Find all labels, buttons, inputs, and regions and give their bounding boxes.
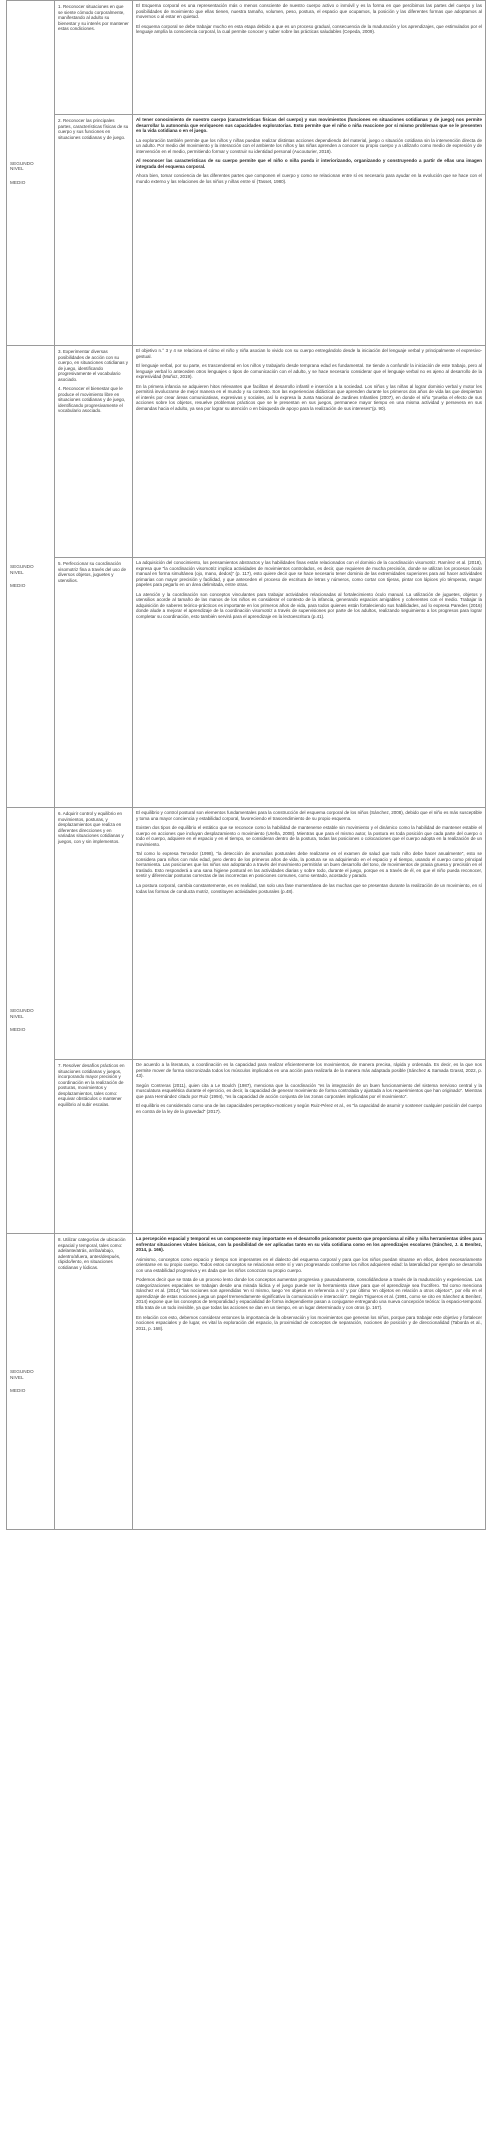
objective-text: 5. Perfeccionar su coordinación visomotriz fina a través del uso de diversos objetos, juguetes y utensilios.	[58, 561, 127, 583]
level-label: MEDIO	[10, 1388, 26, 1394]
paragraph: La exploración también permite que los niños y niñas puedan realizar distintas acciones dependiendo del material, juego o situación cotidiana sin la intervención directa de un adulto. Por medio del movimiento y la interacción con el ambiente los niños y las niñas aprenden a conocer su propio cuerpo y a utilizarlo como medio de expresión y de intervención en el medio, permitiendo formar y construir su identidad personal (Aucouturier, 2018).	[136, 137, 482, 154]
description-cell	[133, 115, 486, 346]
paragraph: En relación con esto, debemos considerar entonces la importancia de la observación y los movimientos que generan los niños, porque para trabajar este objetivo y fortalecer nociones espaciales y de lugar, es vital la exploración del espacio, la proximidad de conceptos de separación, nociones de posición y de direccionalidad (Taborda et al., 2011, p. 168).	[136, 1314, 482, 1331]
objective-text: 4. Reconocer el bienestar que le produce el movimiento libre en situaciones cotidianas y de juego, identificando progresivamente el vocabulario asociado.	[58, 386, 126, 414]
paragraph: El equilibrio y control postural son elementos fundamentales para la construcción del esquema corporal de los niños (Sánchez, 2008), debido que el niño es más susceptible y toma una mayor conciencia y estabilidad corporal, favoreciendo el trascendimiento de su propio esquema.	[136, 810, 482, 821]
paragraph: La percepción espacial y temporal es un componente muy importante en el desarrollo psicomotor puesto que proporciona al niño y niña herramientas útiles para enfrentar situaciones vitales básicas, con la posibilidad de ser aplicadas tanto en su vida cotidiana como en los aprendizajes escolares (Sánchez, J. & Benítez, 2014, p. 166).	[136, 1236, 482, 1253]
paragraph: Según Contreras (2011), quien cita a Le Boulch (1987), menciona que la coordinación "es la integración de un buen funcionamiento del sistema nervioso central y la musculatura esquelética durante el ejercicio, es decir, la capacidad de generar movimiento de forma controlada y ajustada a los requerimientos que han originado". Mientras que para Hernández citado por Ruiz (1994), "es la capacidad de acción conjunta de las zonas corporales implicadas por el movimiento".	[136, 1082, 482, 1099]
paragraph: Al reconocer las características de su cuerpo permite que el niño o niña pueda ir interiorizando, organizando y construyendo a partir de ellas una imagen integrada del esquema corporal.	[136, 158, 482, 169]
paragraph: Existen dos tipos de equilibrio el estático que se reconoce como la habilidad de mantenerse estable sin movimiento y el dinámico como la habilidad de mantener estable el cuerpo en acciones que incluyan desplazamiento o movimiento (Ureña, 2008). Mientras que para el mismo autor, la postura es toda posición que cada parte del cuerpo o todo el cuerpo, adquiere en el espacio y en el tiempo, se consideran dentro de la postura, todas las posiciones o colocaciones que el cuerpo adopta en la realización de un movimiento.	[136, 825, 482, 847]
paragraph: En la primera infancia se adquieren hitos relevantes que facilitan el desarrollo infantil e inserción a la sociedad. Los niños y las niñas al lograr dominio verbal y motor les permitirá involucrarse de mejor manera en el mundo y su contexto. Son las experiencias didácticas que aprenden durante los primeros dos años de vida las que despiertan el interés por crear áreas comunicativas, expresivas y sociales, así lo expresa la Junta Nacional de Jardines Infantiles (2007), en donde el niño "prueba el efecto de sus acciones sobre los objetos, resuelve problemas prácticos que se le presentan en sus juegos, permanece mayor tiempo en una misma actividad y persevera en sus demandas hacia el adulto, ya sea por lograr su atención o en búsqueda de apoyo para la realización de sus intereses"(p. 90).	[136, 383, 482, 411]
table-row	[7, 1, 486, 115]
objective-text: 3. Experimentar diversas posibilidades de acción con su cuerpo, en situaciones cotidianas y de juego, identificando progresivamente el vocabulario asociado.	[58, 349, 129, 382]
objective-text: 1. Reconocer situaciones en que se siente cómodo corporalmente, manifestando al adulto su bienestar y su interés por mantener estas condiciones.	[58, 4, 129, 32]
level-label: NIVEL	[10, 1374, 24, 1380]
level-cell	[7, 1, 55, 346]
paragraph: Podemos decir que se trata de un proceso lento donde los conceptos aumentan progresiva y pausadamente, consolidándose a través de la maduración y experiencias. Las categorizaciones espaciales se trabajan desde una mirada lúdica y el juego puede ser la herramienta clave para que el aprendizaje sea fructífero. Tal como menciona Sánchez et al. (2014) "las nociones son aprendidas 'en sí mismo, luego 'en objetos en referencia a sí' y por último 'en objetos en relación a otros objetos'", por ello en el aprendizaje de estas nociones juega un papel tremendamente significativo la comunicación e interacción". Según Trigueros et al. (1991, como se cito en Sánchez & Benítez, 2014) expone que los conceptos de temporalidad y espacialidad de forma independiente pasan a conjugarse entregando una nueva concepción teórica: la espacio-temporal. Ella trata de un todo invisible, ya que todas las acciones se dan en un tiempo, en un lugar determinado y con otros (p. 167).	[136, 1277, 482, 1311]
level-cell	[7, 346, 55, 808]
level-label: MEDIO	[10, 583, 26, 589]
objective-cell	[55, 346, 133, 558]
description-cell	[133, 808, 486, 1060]
objective-cell	[55, 1060, 133, 1234]
paragraph: El objetivo n.° 3 y 4 se relaciona el cómo el niño y niña asocian lo vivido con su cuerpo entregándolo desde la iniciación del lenguaje verbal y principalmente el expresivo-gestual.	[136, 348, 482, 359]
table-row	[7, 1234, 486, 1530]
paragraph: El esquema corporal se debe trabajar mucho en esta etapa debido a que es un proceso gradual, consecuencia de la maduración y los aprendizajes, que estimulados por el lenguaje amplía la consciencia corporal, la cual permite conocer y saber sobre las prácticas saludables (Cepeda, 2009).	[136, 23, 482, 35]
objective-cell	[55, 558, 133, 808]
paragraph: Tal como lo expresa Tercedor (1998), "la detección de anomalías posturales debe realizarse en el examen de salud que todo niño debe hacer anualmente", esto se considera para niños con más edad, pero dentro de los primeros años de vida, la postura se va adquiriendo en el espacio y el tiempo, usando el cuerpo como principal herramienta. Las posiciones que los niños van adoptando a través del movimiento permitirán un buen desarrollo del tono, de movimientos de praxia gruesa y precisión en el traslado. Esto responderá a una sana higiene postural en las actividades diarias y sobre todo, durante el juego, porque es a través de él, en que el niño pueda reconocer, sentir y diferenciar posturas correctas de las incorrectas en posiciones comunes, como sentado, acostado y parado.	[136, 851, 482, 879]
description-cell	[133, 346, 486, 558]
level-label: SEGUNDO	[10, 160, 34, 166]
level-label: SEGUNDO	[10, 564, 34, 570]
description-cell	[133, 1060, 486, 1234]
table-row	[7, 1060, 486, 1234]
table-row	[7, 558, 486, 808]
paragraph: El equilibrio es considerado como una de las capacidades perceptivo-motrices y según Ruiz-Pérez et al., es "la capacidad de asumir y sostener cualquier posición del cuerpo en contra de la ley de la gravedad" (2017).	[136, 1103, 482, 1114]
table-row	[7, 115, 486, 346]
objective-text: 6. Adquirir control y equilibrio en movimientos, posturas, y desplazamientos que realiza en diferentes direcciones y en variadas situaciones cotidianas y juegos, con y sin implementos.	[58, 811, 124, 844]
level-label: MEDIO	[10, 1027, 26, 1033]
level-label: SEGUNDO	[10, 1008, 34, 1014]
level-label: NIVEL	[10, 166, 24, 172]
objectives-table	[6, 0, 486, 1530]
objective-cell	[55, 115, 133, 346]
objective-text: 2. Reconocer las principales partes, características físicas de su cuerpo y sus funciones en situaciones cotidianas y de juego.	[58, 118, 129, 140]
paragraph: Al tener conocimiento de nuestro cuerpo (características físicas del cuerpo) y sus movimientos (funciones en situaciones cotidianas y de juego) nos permite desarrollar la autonomía que enriquecen sus capacidades exploratorias. Esto permite que el niño o niña reaccione por sí mismo problemas que se le presenten en la vida cotidiana o en el juego.	[136, 117, 482, 134]
paragraph: La adquisición del conocimiento, los pensamientos abstractos y las habilidades finas están relacionados con el dominio de la coordinación visomotriz. Ramírez et al. (2018), expresa que "la coordinación visomotriz implica actividades de movimientos controlados, es decir, que requieren de mucha precisión, donde se utilizan los procesos óculo manual en forma simultánea (ojo, mano, dedos)" (p. 117), esto quiere decir que se hace necesario tener dominio de las extremidades superiores para así hacer actividades primarias con mayor precisión y facilidad, y que anteceden el proceso de escritura de letras y números, como cortar con tijeras, pintar con lápices y/o témperas, rasgar papeles para pegarlo en un área delimitada, entre otras.	[136, 560, 482, 588]
level-label: NIVEL	[10, 569, 24, 575]
table-row	[7, 346, 486, 558]
level-label: MEDIO	[10, 179, 26, 185]
paragraph: La postura corporal, cambia constantemente, es en realidad, tan solo una fase momentánea de las muchas que se presentan durante la realización de un movimiento, en sí todas las formas de conducta motriz, constituyen actividades posturales (p.48).	[136, 883, 482, 894]
level-label: NIVEL	[10, 1013, 24, 1019]
description-cell	[133, 1, 486, 115]
table-row	[7, 808, 486, 1060]
objective-cell	[55, 1, 133, 115]
level-cell	[7, 808, 55, 1234]
level-label: SEGUNDO	[10, 1369, 34, 1375]
objective-cell	[55, 1234, 133, 1530]
paragraph: Ahora bien, tomar conciencia de las diferentes partes que componen el cuerpo y como se relacionan entre sí es necesario para ayudar en la evolución que se hace con el mundo externo y las relaciones de los niños y niñas entre sí (Tasset, 1980).	[136, 173, 482, 184]
document	[6, 0, 486, 1530]
paragraph: El lenguaje verbal, por su parte, es trascendental en los niños y trabajarlo desde temprana edad es fundamental. Se tiende a confundir la iniciación de este trabajo, pero al lenguaje verbal lo anteceden otros lenguajes o tipos de comunicación con el adulto, y se hace necesario considerar que el lenguaje verbal no es ajeno al desarrollo de la expresividad (Muñoz, 2019).	[136, 363, 482, 380]
objective-text: 8. Utilizar categorías de ubicación espacial y temporal, tales como: adelante/atrás, arriba/abajo, adentro/afuera, antes/después, rápido/lento, en situaciones cotidianas y lúdicas.	[58, 1237, 126, 1270]
objective-text: 7. Resolver desafíos prácticos en situaciones cotidianas y juegos, incorporando mayor precisión y coordinación en la realización de posturas, movimientos y desplazamientos, tales como: esquivar obstáculos o mantener equilibrio al subir escalas.	[58, 1063, 125, 1107]
paragraph: De acuerdo a la literatura, a coordinación es la capacidad para realizar eficientemente los movimientos, de manera precisa, rápida y ordenada. Es decir, es la que nos permite mover de forma sincronizada todos los músculos implicados en una acción para realizarla de la manera más adaptada posible (Sánchez & Samada Grasst, 2022, p. 43).	[136, 1062, 482, 1079]
description-cell	[133, 1234, 486, 1530]
paragraph: Asimismo, conceptos como espacio y tiempo son imperantes en el dialecto del esquema corporal y para que los niños puedan situarse en ellos, deben necesariamente orientarse en su propio cuerpo. Todos estos conceptos se relacionan entre sí y van progresando conforme los niños adquieren edad: la lateralidad por ejemplo se desarrolla con una estabilidad progresiva y es dada que los niños conozcan su propio cuerpo.	[136, 1256, 482, 1273]
paragraph: El Esquema corporal es una representación más o menos consciente de nuestro cuerpo activo o inmóvil y es la forma en que percibimos las partes del cuerpo y las posibilidades de movimiento que ellas tienen, nuestra tamaño, volumen, peso, postura, el espacio que ocupamos, la posición y las diferentes formas que adoptamos al movernos o al estar en quietud.	[136, 3, 482, 20]
level-cell	[7, 1234, 55, 1530]
description-cell	[133, 558, 486, 808]
objective-cell	[55, 808, 133, 1060]
paragraph: La atención y la coordinación son conceptos vinculantes para trabajar actividades relacionadas al fortalecimiento óculo manual. La utilización de juguetes, objetos y utensilios acorde al tamaño de las manos de los niños es considerar el contexto de la infancia, generando espacios amigables y coherentes con el medio. Trabajar la adquisición de saberes teórico-prácticos es importante en los primeros años de vida, para todos quienes están fortaleciendo sus habilidades, así lo expresa Paredes (2016) donde alude a mejorar el aprendizaje de la coordinación visomotriz a través de supervisiones por parte de los adultos, realizando seguimiento a los progresos para lograr completar su coordinación, esto también servirá para el aprendizaje en la lectoescritura (p.41).	[136, 591, 482, 619]
